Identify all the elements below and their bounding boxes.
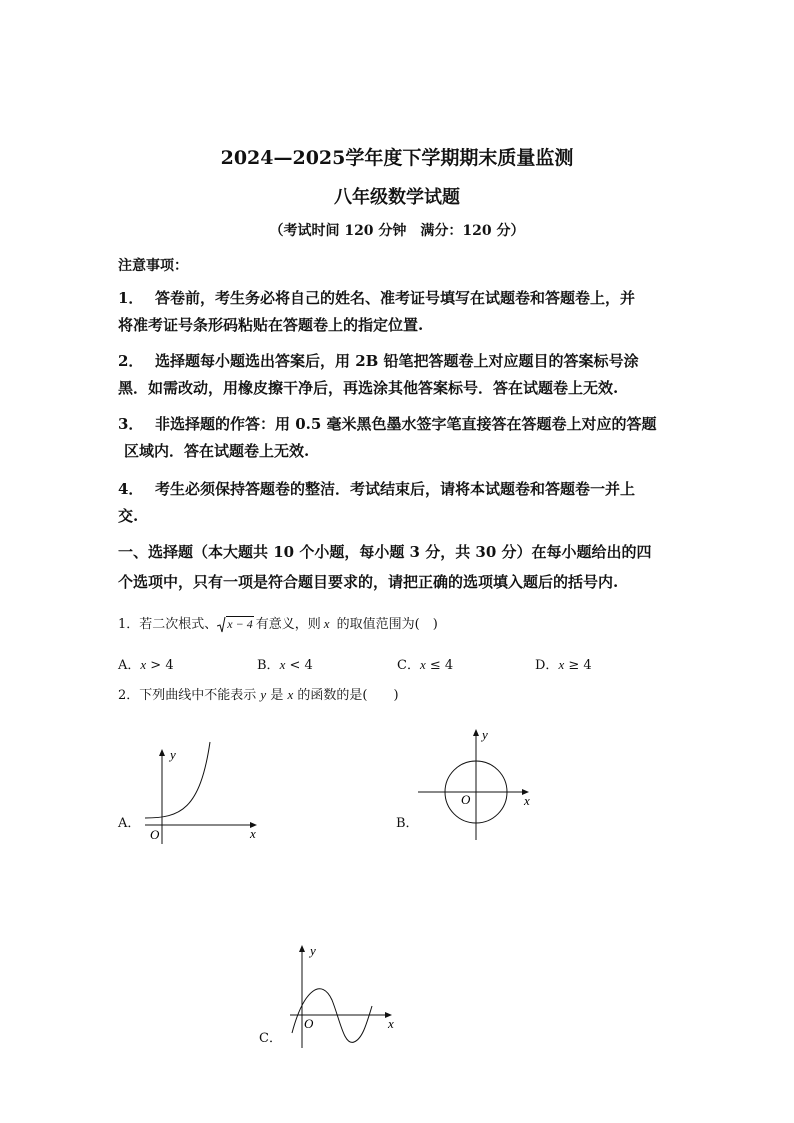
graph-c-label: C．	[259, 1031, 282, 1046]
question-1-prefix: 1．若二次根式、	[118, 617, 218, 632]
question-1-suffix: 的取值范围为( )	[332, 617, 438, 632]
question-2-prefix: 2．下列曲线中不能表示	[118, 688, 261, 703]
section-heading-line: 一、选择题（本大题共 10 个小题，每小题 3 分，共 30 分）在每小题给出的四	[118, 543, 652, 561]
option-var: x	[279, 657, 286, 672]
option-var: x	[140, 657, 147, 672]
question-1-mid: 有意义，则	[255, 617, 321, 632]
option-relation: > 4	[146, 658, 174, 673]
graph-a	[140, 740, 270, 850]
y-axis-arrow-icon	[473, 729, 479, 736]
question-1	[118, 613, 438, 632]
notice-item-line: 区域内．答在试题卷上无效.	[124, 442, 310, 460]
notice-item-number: 2．	[118, 352, 144, 370]
exam-subtitle: 八年级数学试题	[334, 187, 460, 208]
exponential-curve	[145, 742, 210, 818]
axis-x-label: x	[524, 793, 530, 808]
option-label: A．	[118, 658, 141, 673]
axis-y-label: y	[482, 727, 488, 742]
option-relation: ≤ 4	[425, 658, 454, 673]
q1-option-a	[118, 654, 174, 673]
origin-label: O	[150, 827, 160, 842]
notice-item-line: 非选择题的作答：用 0.5 毫米黑色墨水签字笔直接答在答题卷上对应的答题	[155, 415, 657, 433]
origin-label: O	[304, 1016, 314, 1031]
notice-item-number: 4．	[118, 480, 144, 498]
question-2	[118, 684, 399, 703]
notice-item-line: 答卷前，考生务必将自己的姓名、准考证号填写在试题卷和答题卷上，并	[155, 289, 636, 307]
sqrt-radicand: x − 4	[227, 617, 253, 631]
option-label: D．	[535, 658, 559, 673]
sqrt-expression	[217, 617, 253, 632]
axis-y-label: y	[310, 943, 316, 958]
notice-heading: 注意事项：	[118, 258, 188, 274]
option-relation: < 4	[285, 658, 313, 673]
axis-y-label: y	[170, 747, 176, 762]
graph-a-label: A．	[118, 816, 141, 831]
question-2-mid: 是	[266, 688, 288, 703]
graph-b	[410, 722, 550, 842]
radical-sign-icon	[217, 616, 226, 634]
notice-item-line: 黑．如需改动，用橡皮擦干净后，再选涂其他答案标号．答在试题卷上无效.	[118, 379, 619, 397]
question-2-suffix: 的函数的是( )	[293, 688, 399, 703]
section-heading-line: 个选项中，只有一项是符合题目要求的，请把正确的选项填入题后的括号内.	[118, 573, 619, 591]
q1-option-c	[397, 654, 453, 673]
q1-option-b	[257, 654, 313, 673]
exam-info: （考试时间 120 分钟 满分：120 分）	[269, 223, 525, 239]
option-label: B．	[257, 658, 280, 673]
question-2-var-y: y	[260, 687, 267, 702]
question-1-var: x	[323, 616, 330, 631]
notice-item-line: 交.	[118, 507, 139, 525]
option-relation: ≥ 4	[564, 658, 592, 673]
notice-item-number: 3．	[118, 415, 144, 433]
option-label: C．	[397, 658, 420, 673]
option-var: x	[419, 657, 426, 672]
origin-label: O	[461, 792, 471, 807]
y-axis-arrow-icon	[299, 945, 305, 952]
exam-title: 2024—2025学年度下学期期末质量监测	[220, 147, 574, 169]
q1-option-d	[535, 654, 592, 673]
graph-b-label: B．	[396, 816, 419, 831]
axis-x-label: x	[250, 826, 256, 841]
notice-item-line: 选择题每小题选出答案后，用 2B 铅笔把答题卷上对应题目的答案标号涂	[155, 352, 639, 370]
notice-item-number: 1．	[118, 289, 144, 307]
notice-item-line: 将准考证号条形码粘贴在答题卷上的指定位置.	[118, 316, 424, 334]
axis-x-label: x	[388, 1016, 394, 1031]
question-2-var-x: x	[287, 687, 294, 702]
notice-item-line: 考生必须保持答题卷的整洁．考试结束后，请将本试题卷和答题卷一并上	[155, 480, 636, 498]
y-axis-arrow-icon	[159, 749, 165, 756]
graph-c	[280, 938, 405, 1053]
option-var: x	[558, 657, 565, 672]
